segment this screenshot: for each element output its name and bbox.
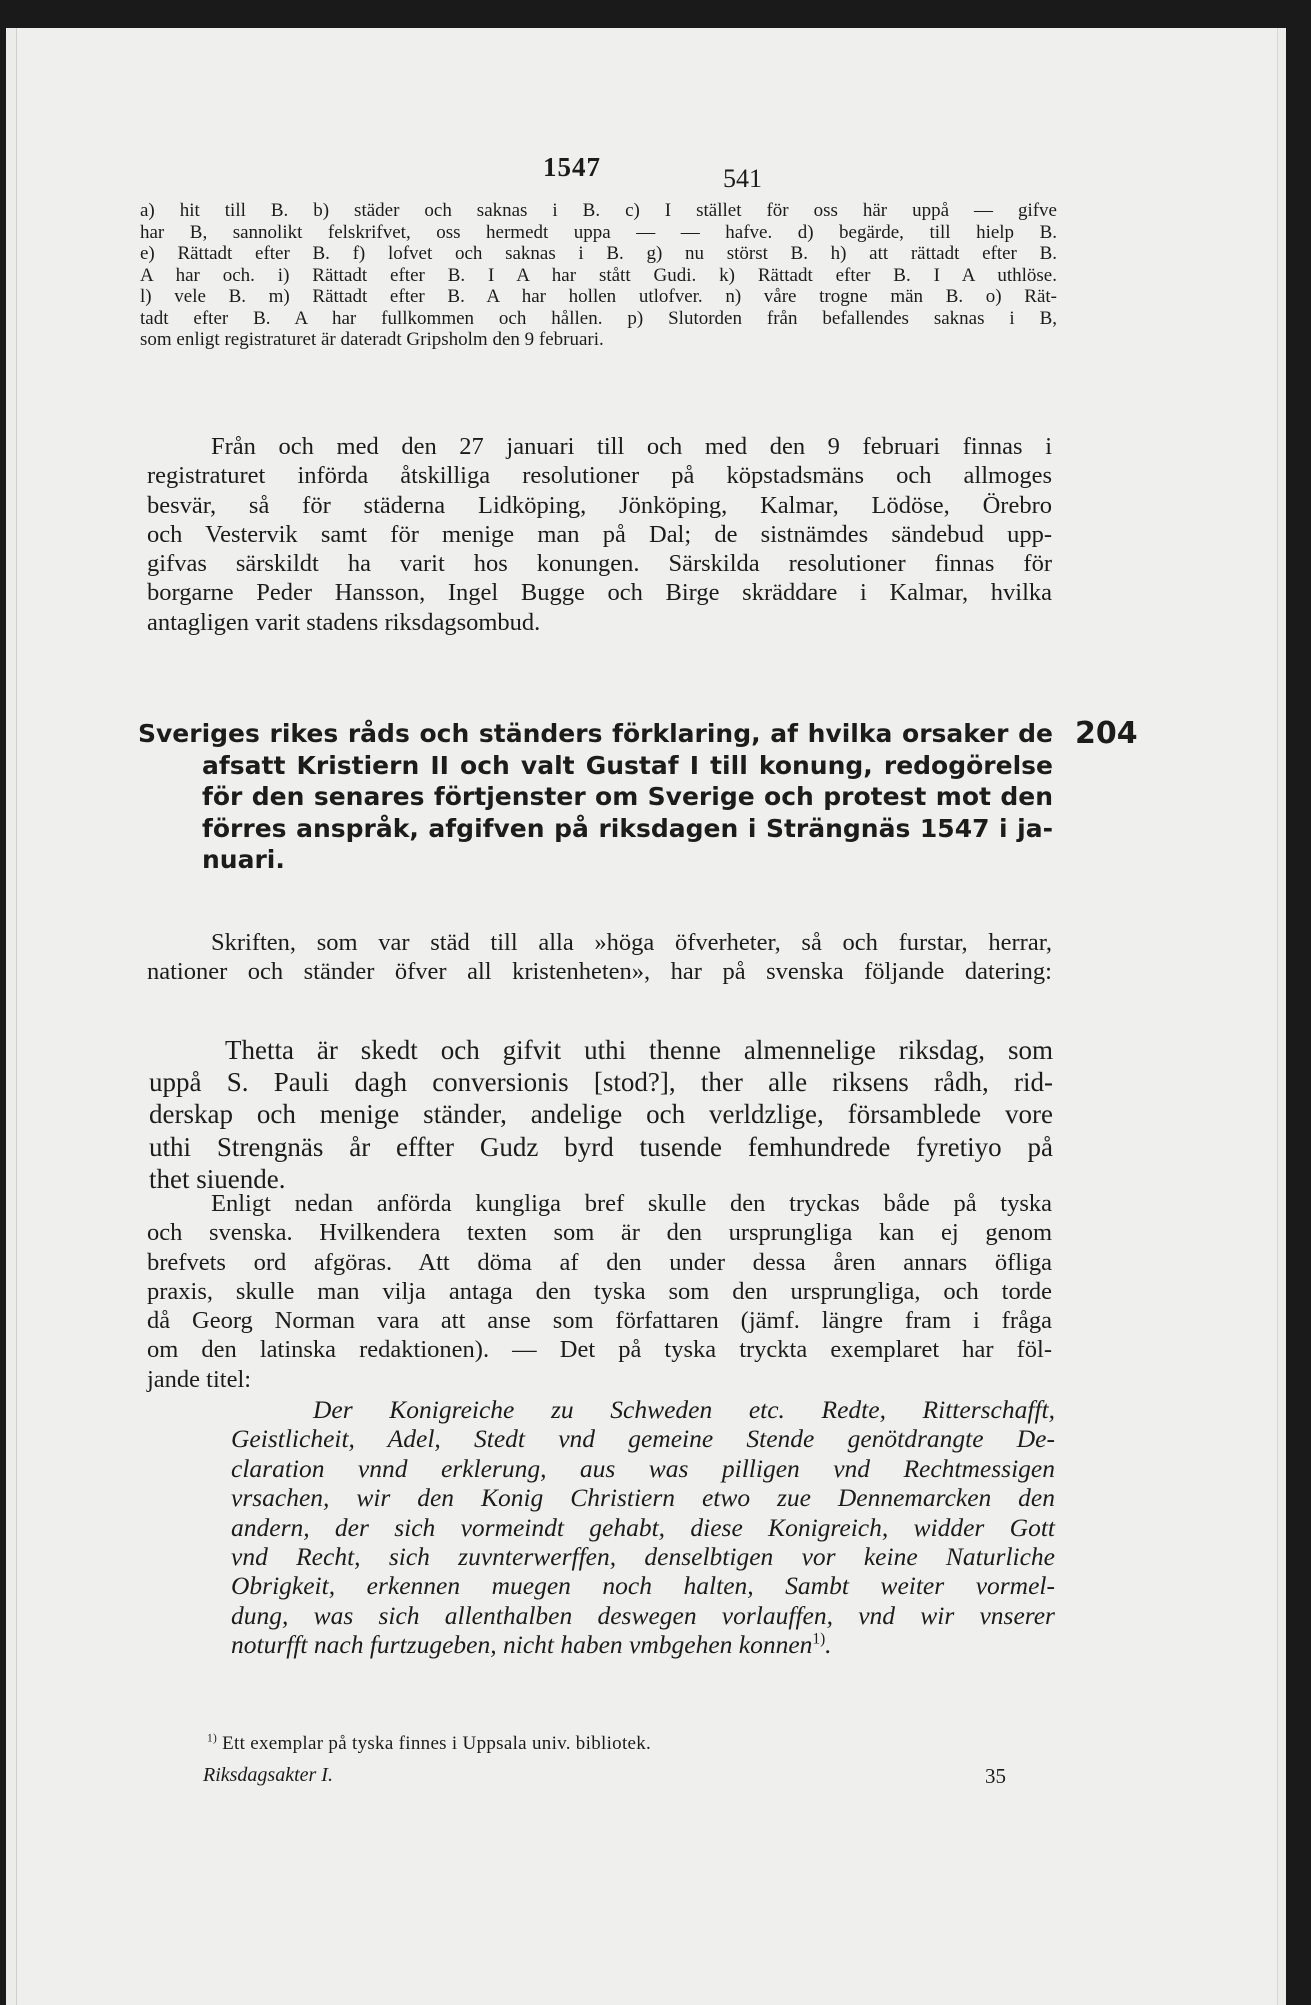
note-line: har B, sannolikt felskrifvet, oss hermedt uppa — — hafve. d) begärde, till hielp B.	[140, 221, 1057, 243]
text-line: nationer och ständer öfver all kristenheten», har på svenska följande datering:	[147, 958, 1052, 986]
german-title	[231, 1395, 1055, 1660]
critical-notes	[140, 200, 1057, 351]
heading-line: förres anspråk, afgifven på riksdagen i Strängnäs 1547 i ja-	[202, 813, 1053, 843]
text-line: då Georg Norman vara att anse som författaren (jämf. längre fram i fråga	[147, 1307, 1052, 1335]
quote-line: Thetta är skedt och gifvit uthi thenne almennelige riksdag, som	[225, 1035, 1053, 1065]
german-line: Obrigkeit, erkennen muegen noch halten, Sambt weiter vormel-	[231, 1571, 1055, 1601]
paragraph-printing	[147, 1189, 1052, 1394]
note-line: l) vele B. m) Rättadt efter B. A har hollen utlofver. n) våre trogne män B. o) Rät-	[140, 286, 1057, 307]
quote-line: thet siuende.	[149, 1163, 286, 1194]
text-line: och Vestervik samt för menige man på Dal; de sistnämdes sändebud upp-	[147, 520, 1052, 548]
footnote	[207, 1733, 651, 1755]
dating-quote	[149, 1034, 1053, 1195]
german-line: claration vnnd erklerung, aus was pilligen vnd Rechtmessigen	[231, 1453, 1055, 1483]
note-line: som enligt registraturet är dateradt Gripsholm den 9 februari.	[140, 329, 604, 350]
text-line: gifvas särskildt ha varit hos konungen. Särskilda resolutioner finnas för	[147, 550, 1052, 578]
heading-line: Sveriges rikes råds och ständers förklaring, af hvilka orsaker de	[138, 719, 1053, 748]
document-page	[16, 28, 1278, 2005]
text-line: om den latinska redaktionen). — Det på tyska tryckta exemplaret har föl-	[147, 1336, 1052, 1364]
german-line: vrsachen, wir den Konig Christiern etwo zue Dennemarcken den	[231, 1483, 1055, 1513]
paragraph-address	[147, 928, 1052, 987]
german-line: andern, der sich vormeindt gehabt, diese Konigreich, widder Gott	[231, 1512, 1055, 1542]
text-line: Från och med den 27 januari till och med den 9 februari finnas i	[211, 433, 1052, 460]
quote-line: derskap och menige ständer, andelige och verldzlige, församblede vore	[149, 1099, 1053, 1130]
running-head-year: 1547	[543, 152, 601, 182]
text-line: jande titel:	[147, 1365, 252, 1393]
footnote-text: Ett exemplar på tyska finnes i Uppsala univ. bibliotek.	[222, 1733, 652, 1754]
note-line: a) hit till B. b) städer och saknas i B. c) I stället för oss här uppå — gifve	[140, 200, 1057, 221]
text-line: registraturet införda åtskilliga resolutioner på köpstadsmäns och allmoges	[147, 462, 1052, 490]
quote-line: uthi Strengnäs år effter Gudz byrd tusende femhundrede fyretiyo på	[149, 1131, 1053, 1162]
german-line: Der Konigreiche zu Schweden etc. Redte, Ritterschafft,	[313, 1395, 1055, 1424]
footnote-mark: 1)	[207, 1732, 218, 1745]
note-line: tadt efter B. A har fullkommen och hållen. p) Slutorden från befallendes saknas i B,	[140, 307, 1057, 329]
signature-mark: Riksdagsakter I.	[203, 1764, 333, 1786]
heading-line: för den senares förtjenster om Sverige och protest mot den	[202, 782, 1053, 811]
text-line: och svenska. Hvilkendera texten som är den ursprungliga kan ej genom	[147, 1219, 1052, 1247]
heading-line: afsatt Kristiern II och valt Gustaf I till konung, redogörelse	[202, 750, 1053, 780]
quote-line: uppå S. Pauli dagh conversionis [stod?], ther alle riksens rådh, rid-	[149, 1067, 1053, 1098]
german-line-text: noturfft nach furtzugeben, nicht haben vmbgehen konnen	[231, 1630, 813, 1660]
german-line: vnd Recht, sich zuvnterwerffen, denselbtigen vor keine Naturliche	[231, 1542, 1055, 1572]
text-line: besvär, så för städerna Lidköping, Jönköping, Kalmar, Lödöse, Örebro	[147, 491, 1052, 519]
text-line: Skriften, som var städ till alla »höga öfverheter, så och furstar, herrar,	[211, 929, 1052, 956]
text-line: borgarne Peder Hansson, Ingel Bugge och Birge skräddare i Kalmar, hvilka	[147, 579, 1052, 607]
text-line: Enligt nedan anförda kungliga bref skulle den tryckas både på tyska	[211, 1190, 1052, 1217]
sheet-number: 35	[985, 1764, 1006, 1788]
note-line: e) Rättadt efter B. f) lofvet och saknas i B. g) nu störst B. h) att rättadt efter B.	[140, 243, 1057, 264]
german-line: Geistlicheit, Adel, Stedt vnd gemeine Stende genötdrangte De-	[231, 1424, 1055, 1454]
page-number: 541	[723, 164, 762, 193]
footnote-reference: 1)	[812, 1630, 826, 1648]
section-number: 204	[1075, 716, 1138, 751]
paragraph-resolutions	[147, 432, 1052, 637]
text-line: brefvets ord afgöras. Att döma af den under dessa åren annars öfliga	[147, 1248, 1052, 1276]
section-heading	[138, 718, 1053, 876]
german-line: noturfft nach furtzugeben, nicht haben vmbgehen konnen$^{1)}$.	[231, 1630, 832, 1660]
text-line: antagligen varit stadens riksdagsombud.	[147, 608, 541, 636]
heading-line: nuari.	[202, 845, 285, 874]
scan-background	[6, 28, 1286, 2005]
german-line: dung, was sich allenthalben deswegen vorlauffen, vnd wir vnserer	[231, 1600, 1055, 1630]
text-line: praxis, skulle man vilja antaga den tyska som den ursprungliga, och torde	[147, 1277, 1052, 1305]
note-line: A har och. i) Rättadt efter B. I A har stått Gudi. k) Rättadt efter B. I A uthlöse.	[140, 264, 1057, 286]
